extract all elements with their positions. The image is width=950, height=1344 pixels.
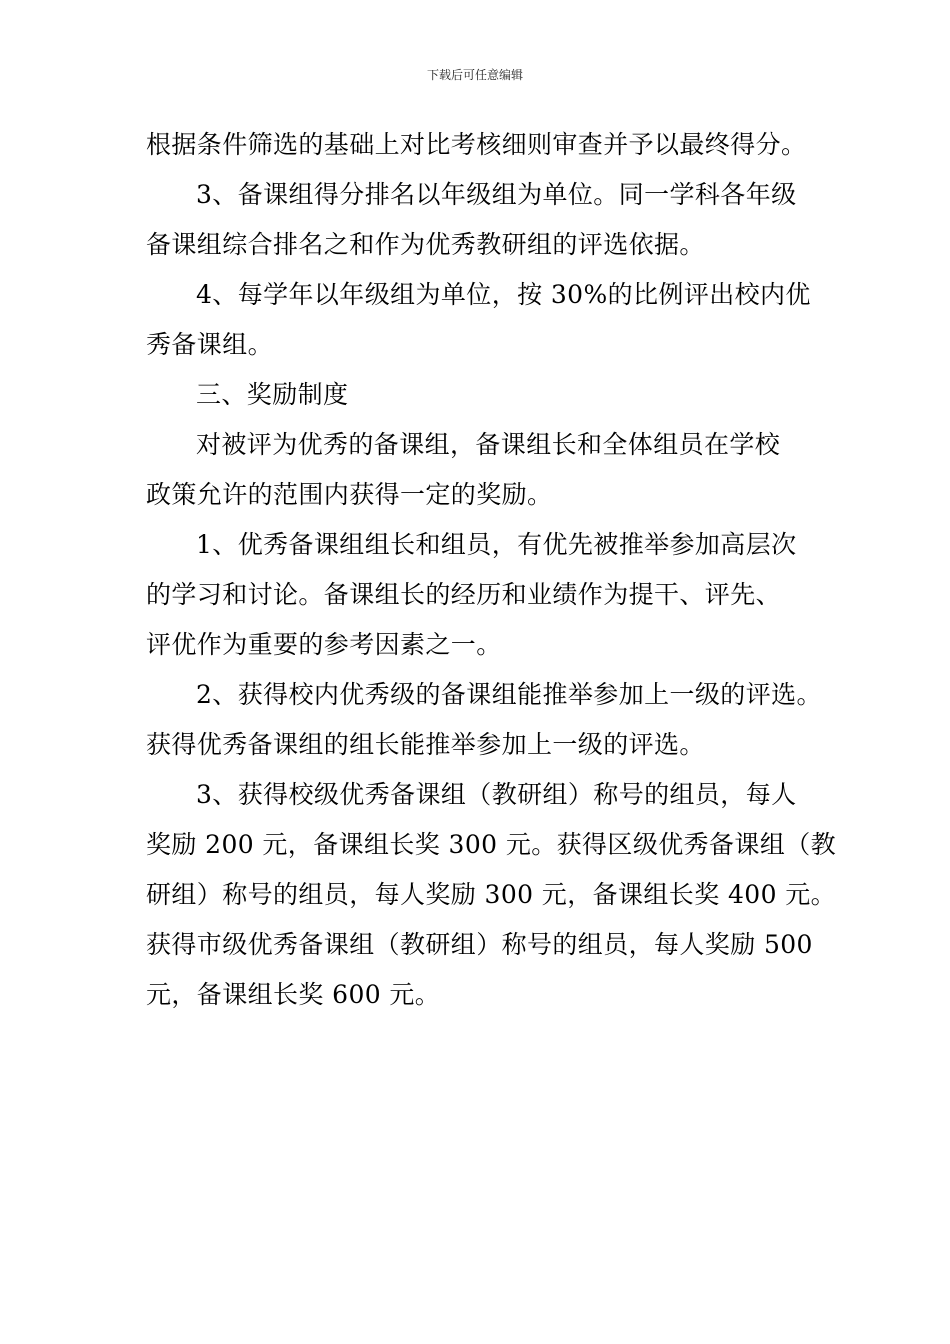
- text-line: 3、备课组得分排名以年级组为单位。同一学科各年级: [196, 180, 797, 209]
- text-line: 元，备课组长奖 600 元。: [146, 980, 441, 1009]
- text-line: 对被评为优秀的备课组，备课组长和全体组员在学校: [196, 430, 781, 459]
- text-line: 政策允许的范围内获得一定的奖励。: [146, 480, 553, 509]
- header-note: 下载后可任意编辑: [426, 68, 523, 82]
- text-line: 评优作为重要的参考因素之一。: [146, 630, 502, 659]
- text-line: 1、优秀备课组组长和组员，有优先被推举参加高层次: [196, 530, 797, 559]
- text-line: 研组）称号的组员，每人奖励 300 元，备课组长奖 400 元。: [146, 880, 837, 909]
- text-line: 根据条件筛选的基础上对比考核细则审查并予以最终得分。: [146, 130, 807, 159]
- text-line: 2、获得校内优秀级的备课组能推举参加上一级的评选。: [196, 680, 822, 709]
- text-line: 秀备课组。: [146, 330, 274, 359]
- text-line: 获得市级优秀备课组（教研组）称号的组员，每人奖励 500: [146, 930, 813, 959]
- text-line: 奖励 200 元，备课组长奖 300 元。获得区级优秀备课组（教: [146, 830, 837, 859]
- section-heading: 三、奖励制度: [196, 380, 349, 409]
- text-line: 4、每学年以年级组为单位，按 30%的比例评出校内优: [196, 280, 811, 309]
- text-line: 的学习和讨论。备课组长的经历和业绩作为提干、评先、: [146, 580, 782, 609]
- text-line: 3、获得校级优秀备课组（教研组）称号的组员，每人: [196, 780, 797, 809]
- text-line: 备课组综合排名之和作为优秀教研组的评选依据。: [146, 230, 705, 259]
- text-line: 获得优秀备课组的组长能推举参加上一级的评选。: [146, 730, 705, 759]
